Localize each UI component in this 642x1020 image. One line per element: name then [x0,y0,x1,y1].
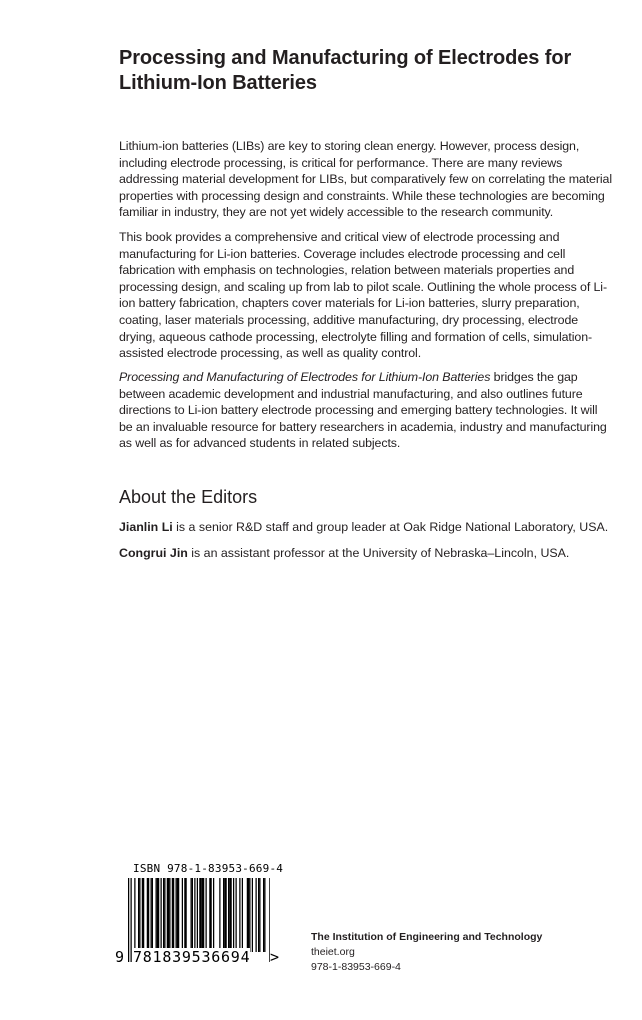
barcode-bar [206,878,207,952]
barcode-bar [199,878,200,952]
barcode-bar [158,878,159,952]
barcode-bar [226,878,227,952]
barcode-bar [213,878,214,952]
barcode-bar [173,878,174,952]
description-paragraph-2: This book provides a comprehensive and critical view of electrode processing and manufacturing for Li-ion batteries. Coverage includes electrode processing and cell fabrication with emphasis on technologies, relation between materials properties and processing design, and scaling up from lab to pilot scale. Outlining the whole process of Li-ion battery fabrication, chapters cover materials for Li-ion batteries, slurry preparation, coating, laser materials processing, additive manufacturing, dry processing, electrode drying, aqueous cathode processing, electrolyte filling and formation of cells, simulation-assisted electrode processing, as well as quality control. [119,230,607,361]
publisher-isbn: 978-1-83953-669-4 [311,961,401,973]
barcode-bar [191,878,192,952]
barcode-bar [156,878,157,952]
barcode-bar [151,878,152,952]
barcode-bar [147,878,148,952]
barcode-bar [172,878,173,952]
barcode-bar [142,878,143,952]
barcode-bar [224,878,225,952]
barcode-bar [229,878,230,952]
barcode-bar [202,878,203,952]
barcode-bar [228,878,229,952]
book-title: Processing and Manufacturing of Electrodes for Lithium-Ion Batteries [119,47,572,94]
barcode-bar [134,878,135,952]
barcode-bar [264,878,265,952]
barcode-bar [233,878,234,952]
barcode-bar [203,878,204,952]
barcode-bar [209,878,210,952]
barcode-bar [219,878,220,952]
barcode-bar [161,878,162,952]
barcode-bar [252,878,253,952]
publisher-info [311,931,542,976]
barcode-bar [164,878,165,952]
barcode-bar [249,878,250,952]
barcode-bar [139,878,140,952]
barcode-bar [163,878,164,952]
description-paragraph-3 [119,369,613,452]
barcode-bar [182,878,183,952]
barcode-bar [167,878,168,952]
barcode-bar [131,878,132,962]
barcode-bar [211,878,212,952]
isbn-barcode [110,862,290,982]
editor-description-2: is an assistant professor at the University of Nebraska–Lincoln, USA. [187,546,570,560]
barcode-arrow: > [270,948,280,966]
barcode-lead-digit: 9 [115,948,125,966]
barcode-bar [138,878,139,952]
barcode-bar [169,878,170,952]
editor-bio-2 [119,545,613,561]
barcode-bar [143,878,144,952]
barcode-bar [239,878,240,952]
description-paragraph-3-text: bridges the gap between academic development and industrial manufacturing, and also outlines future directions to Li-ion battery electrode processing and emerging battery technologies. It will be an invaluable resource for battery researchers in academia, industry and manufacturing as well as for advanced students in related subjects. [119,370,607,451]
barcode-bar [201,878,202,952]
about-editors-heading: About the Editors [119,487,258,507]
barcode-bar [258,878,259,952]
barcode-digits: 781839536694 [133,948,251,966]
barcode-bar [197,878,198,952]
barcode-bar [236,878,237,952]
barcode-bar [148,878,149,952]
barcode-bar [152,878,153,952]
barcode-bar [223,878,224,952]
editor-description-1: is a senior R&D staff and group leader at Oak Ridge National Laboratory, USA. [172,520,609,534]
publisher-name: The Institution of Engineering and Technology [311,931,543,943]
editor-bio-1 [119,519,613,535]
barcode-bar [128,878,129,962]
book-title-italic: Processing and Manufacturing of Electrodes for Lithium-Ion Batteries [119,370,491,384]
barcode-bar [157,878,158,952]
barcode-bar [177,878,178,952]
editor-name-2: Congrui Jin [119,546,188,560]
publisher-website: theiet.org [311,946,355,958]
barcode-bar [194,878,195,952]
barcode-bar [259,878,260,952]
barcode-bar [231,878,232,952]
barcode-bar [263,878,264,952]
editor-name-1: Jianlin Li [119,520,173,534]
description-paragraph-1: Lithium-ion batteries (LIBs) are key to storing clean energy. However, process design, including electrode processing, is critical for performance. There are many reviews addressing material development for LIBs, but comparatively few on correlating the material properties with processing design and constraints. While these technologies are becoming familiar in industry, they are not yet widely accessible to the research community. [119,139,612,220]
barcode-bar [247,878,248,952]
barcode-bar [242,878,243,952]
barcode-bar [176,878,177,952]
barcode-bar [192,878,193,952]
barcode-bar [248,878,249,952]
barcode-bar [178,878,179,952]
barcode-bar [256,878,257,952]
barcode-isbn-label: ISBN 978-1-83953-669-4 [133,862,284,875]
barcode-bar [168,878,169,952]
